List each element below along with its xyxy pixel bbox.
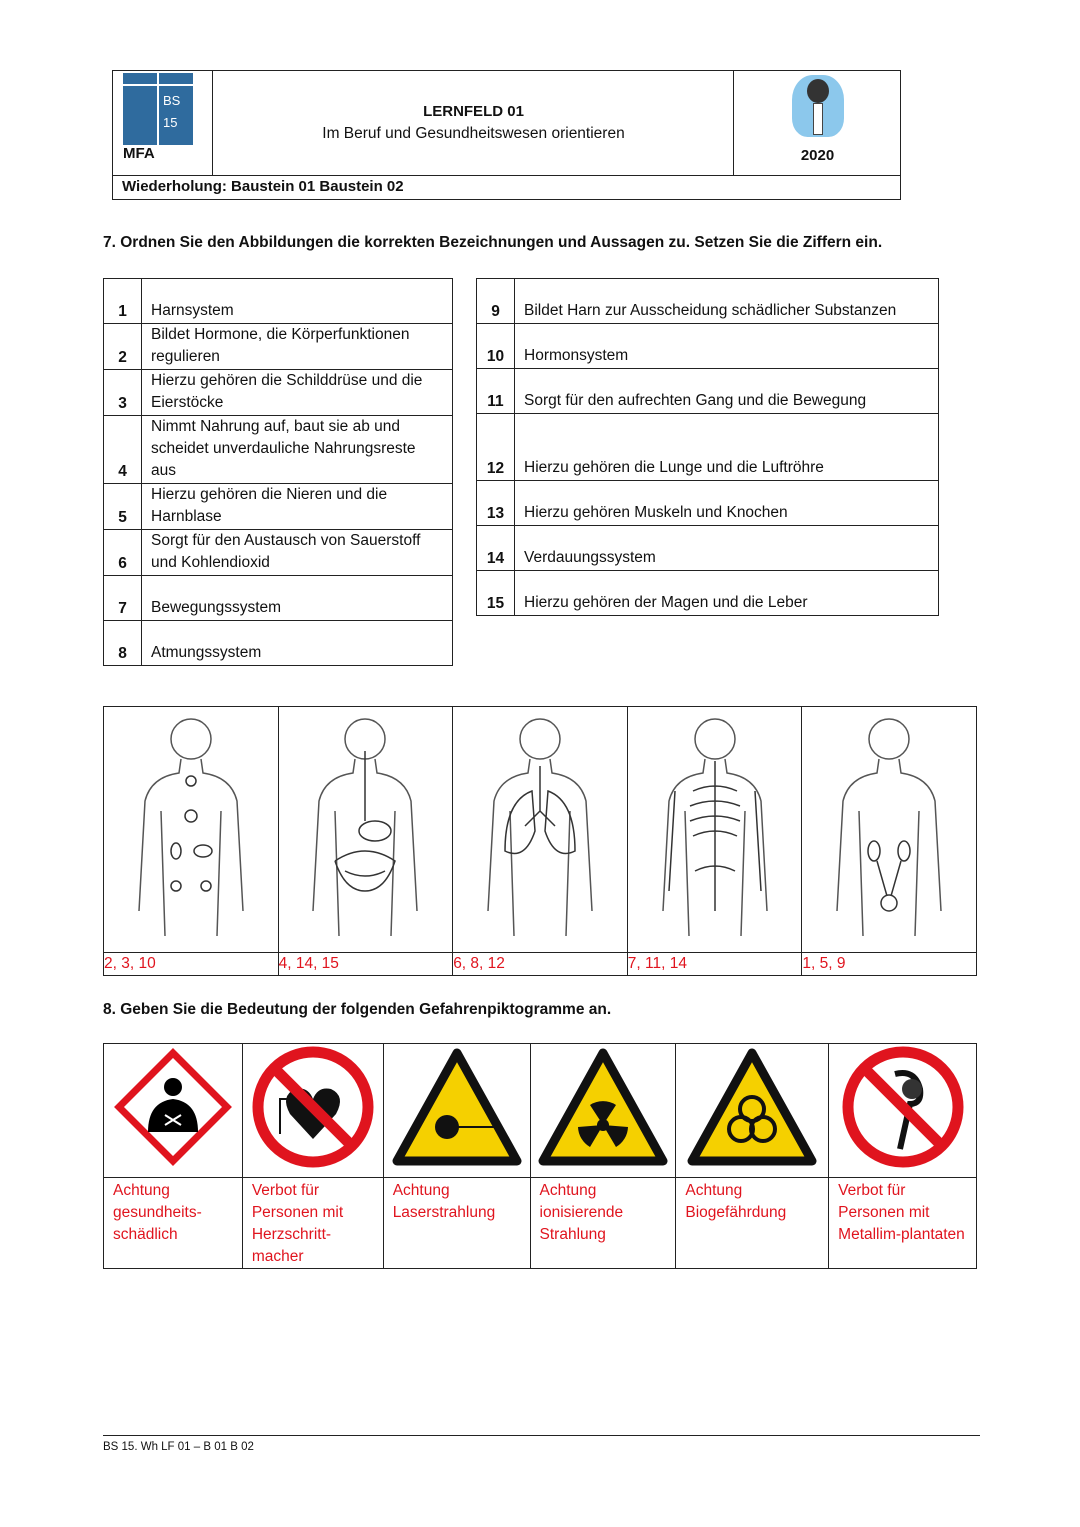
term-text: Verdauungssystem — [515, 526, 939, 571]
pictogram-meaning: Verbot für Personen mit Metallim-plantaten — [829, 1178, 977, 1269]
page-subtitle: Im Beruf und Gesundheitswesen orientieren — [322, 124, 625, 142]
figure-answer: 7, 11, 14 — [627, 953, 802, 976]
term-text: Hierzu gehören die Schilddrüse und die Eierstöcke — [142, 370, 453, 416]
pictogram-meaning: Achtung gesundheits-schädlich — [104, 1178, 243, 1269]
pictogram-meaning: Achtung Biogefährdung — [676, 1178, 829, 1269]
urinary-system-illustration — [802, 707, 977, 953]
question-7-title: 7. Ordnen Sie den Abbildungen die korrekten Bezeichnungen und Aussagen zu. Setzen Sie die Ziffern ein. — [103, 234, 883, 251]
digestive-system-illustration — [278, 707, 453, 953]
term-text: Bildet Harn zur Ausscheidung schädlicher Substanzen — [515, 279, 939, 324]
nurse-illustration — [792, 75, 844, 137]
term-number: 7 — [104, 576, 142, 621]
term-row — [477, 526, 939, 571]
title-cell — [213, 71, 734, 176]
body-systems-table — [103, 706, 977, 976]
term-row — [104, 279, 453, 324]
term-text: Hierzu gehören Muskeln und Knochen — [515, 481, 939, 526]
term-number: 12 — [477, 414, 515, 481]
hormone-system-illustration — [104, 707, 279, 953]
musculoskeletal-system-illustration — [627, 707, 802, 953]
figure-answer: 2, 3, 10 — [104, 953, 279, 976]
question-8-title: 8. Geben Sie die Bedeutung der folgenden Gefahrenpiktogramme an. — [103, 1001, 612, 1018]
term-row — [477, 481, 939, 526]
term-number: 1 — [104, 279, 142, 324]
no-metal-implants-icon — [829, 1044, 977, 1178]
review-label: Wiederholung: Baustein 01 Baustein 02 — [113, 176, 901, 200]
biohazard-warning-icon — [676, 1044, 829, 1178]
term-number: 4 — [104, 416, 142, 484]
term-row — [104, 370, 453, 416]
figure-answer: 1, 5, 9 — [802, 953, 977, 976]
term-number: 11 — [477, 369, 515, 414]
radiation-warning-icon — [530, 1044, 676, 1178]
term-text: Harnsystem — [142, 279, 453, 324]
term-row — [104, 416, 453, 484]
logo-label: MFA — [123, 145, 155, 162]
term-row — [477, 369, 939, 414]
term-text: Nimmt Nahrung auf, baut sie ab und scheidet unverdauliche Nahrungsreste aus — [142, 416, 453, 484]
term-number: 13 — [477, 481, 515, 526]
term-text: Sorgt für den aufrechten Gang und die Bewegung — [515, 369, 939, 414]
term-text: Sorgt für den Austausch von Sauerstoff und Kohlendioxid — [142, 530, 453, 576]
pictogram-meaning: Verbot für Personen mit Herzschritt-macher — [242, 1178, 383, 1269]
term-number: 2 — [104, 324, 142, 370]
year: 2020 — [800, 147, 835, 164]
logo-cell — [113, 71, 213, 176]
term-row — [477, 414, 939, 481]
figure-answer: 6, 8, 12 — [453, 953, 628, 976]
page-title: LERNFELD 01 — [423, 102, 524, 120]
footer-divider — [103, 1435, 980, 1436]
term-row — [477, 324, 939, 369]
term-text: Hierzu gehören der Magen und die Leber — [515, 571, 939, 616]
term-text: Bildet Hormone, die Körperfunktionen regulieren — [142, 324, 453, 370]
term-number: 9 — [477, 279, 515, 324]
term-number: 8 — [104, 621, 142, 666]
no-pacemaker-icon — [242, 1044, 383, 1178]
year-cell — [734, 71, 901, 176]
terms-table-right — [476, 278, 939, 616]
footer-text: BS 15. Wh LF 01 – B 01 B 02 — [103, 1441, 254, 1453]
pictogram-meaning: Achtung ionisierende Strahlung — [530, 1178, 676, 1269]
term-number: 10 — [477, 324, 515, 369]
term-row — [477, 571, 939, 616]
header-table — [112, 70, 901, 200]
respiratory-system-illustration — [453, 707, 628, 953]
term-text: Hierzu gehören die Nieren und die Harnblase — [142, 484, 453, 530]
term-row — [104, 324, 453, 370]
school-logo: BS 15 — [123, 73, 193, 145]
term-number: 5 — [104, 484, 142, 530]
term-row — [104, 576, 453, 621]
term-number: 3 — [104, 370, 142, 416]
terms-table-left — [103, 278, 453, 666]
term-text: Bewegungssystem — [142, 576, 453, 621]
pictogram-meaning: Achtung Laserstrahlung — [383, 1178, 530, 1269]
term-number: 15 — [477, 571, 515, 616]
term-number: 6 — [104, 530, 142, 576]
health-hazard-icon — [104, 1044, 243, 1178]
term-row — [104, 621, 453, 666]
pictogram-table — [103, 1043, 977, 1269]
term-text: Hormonsystem — [515, 324, 939, 369]
term-text: Hierzu gehören die Lunge und die Luftröhre — [515, 414, 939, 481]
laser-warning-icon — [383, 1044, 530, 1178]
term-row — [104, 484, 453, 530]
figure-answer: 4, 14, 15 — [278, 953, 453, 976]
term-number: 14 — [477, 526, 515, 571]
term-row — [104, 530, 453, 576]
term-row — [477, 279, 939, 324]
term-text: Atmungssystem — [142, 621, 453, 666]
